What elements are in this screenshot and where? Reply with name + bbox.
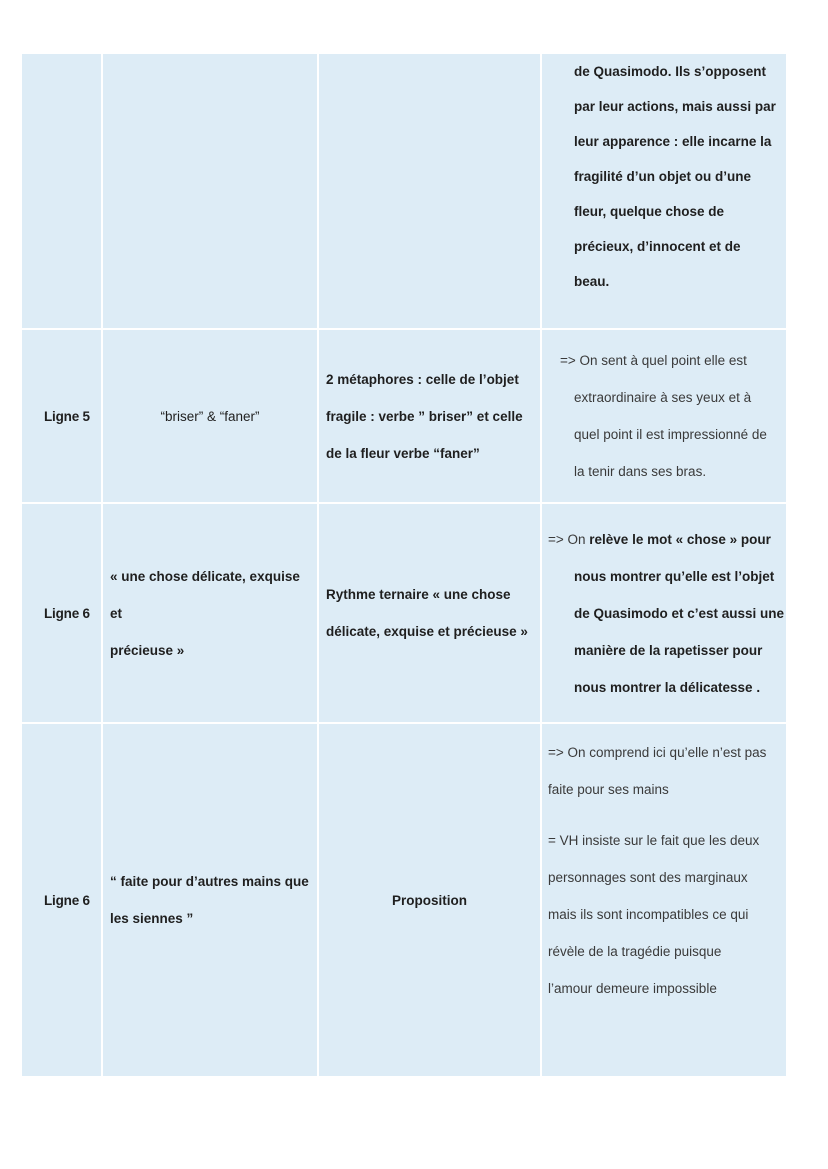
table-row (21, 329, 787, 503)
device-cell: Rythme ternaire « une chose délicate, exquise et précieuse » (318, 503, 541, 723)
device-cell: 2 métaphores : celle de l’objet fragile : verbe ” briser” et celle de la fleur verbe “faner” (318, 329, 541, 503)
analysis-cell: => On relève le mot « chose » pour nous montrer qu’elle est l’objet de Quasimodo et c’est aussi une manière de la rapetisser pour nous montrer la délicatesse . (541, 503, 787, 723)
line-label: Ligne 5 (21, 329, 102, 503)
line-label: Ligne 6 (21, 723, 102, 1077)
table-row (21, 503, 787, 723)
analysis-table (20, 52, 788, 1078)
analysis-cell: => On comprend ici qu’elle n’est pas faite pour ses mains = VH insiste sur le fait que les deux personnages sont des marginaux mais ils sont incompatibles ce qui révèle de la tragédie puisque l’amour demeure impossible (541, 723, 787, 1077)
quote-cell: “briser” & “faner” (102, 329, 318, 503)
table-row (21, 723, 787, 1077)
device-cell: Proposition (318, 723, 541, 1077)
device-cell (318, 53, 541, 329)
quote-cell: “ faite pour d’autres mains que les siennes ” (102, 723, 318, 1077)
line-label: Ligne 6 (21, 503, 102, 723)
table-row (21, 53, 787, 329)
analysis-cell: => On sent à quel point elle est extraordinaire à ses yeux et à quel point il est impressionné de la tenir dans ses bras. (541, 329, 787, 503)
line-cell (21, 53, 102, 329)
analysis-cell (541, 53, 787, 329)
quote-cell: « une chose délicate, exquise et précieuse » (102, 503, 318, 723)
quote-cell (102, 53, 318, 329)
analysis-text: de Quasimodo. Ils s’opposent par leur actions, mais aussi par leur apparence : elle incarne la fragilité d’un objet ou d’une fleur, quelque chose de précieux, d’innocent et de beau. (574, 64, 776, 289)
